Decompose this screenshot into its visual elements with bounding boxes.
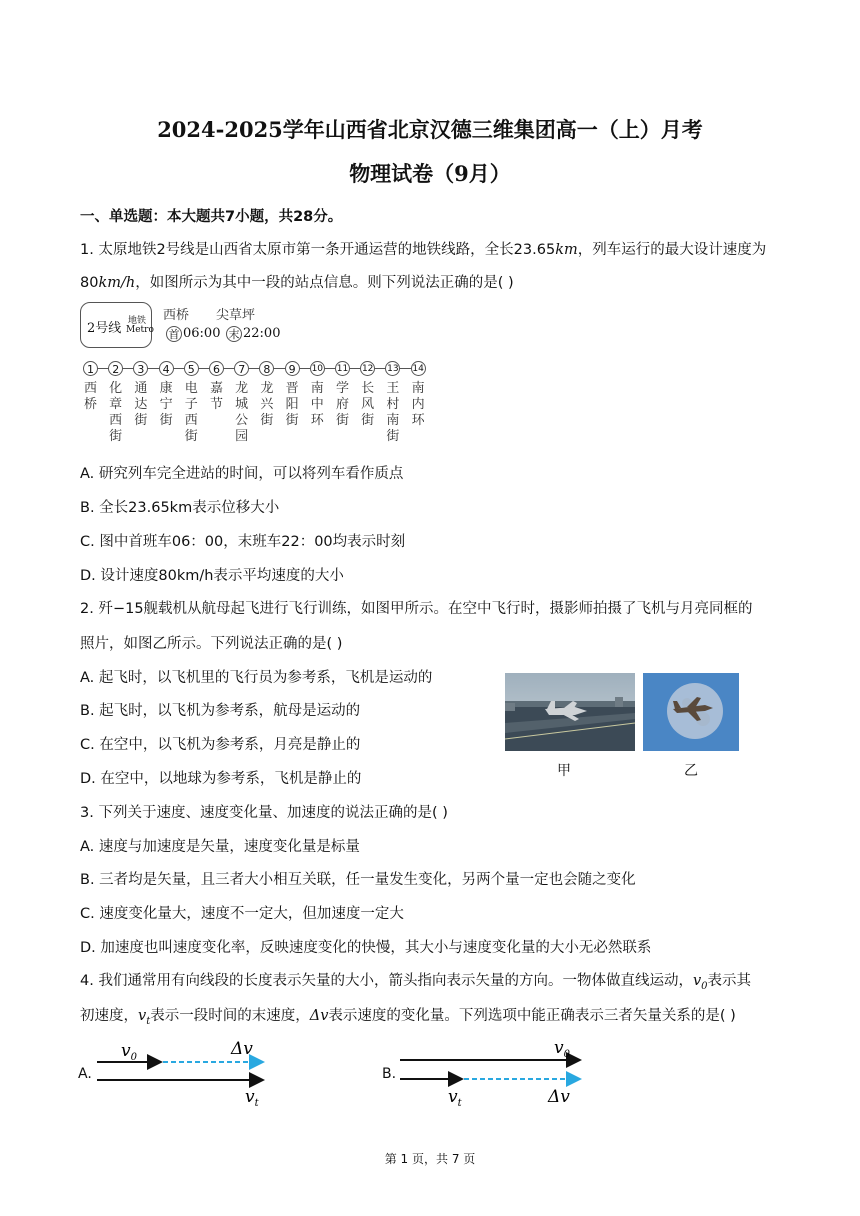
q2-option-b: B. 起飞时，以飞机为参考系，航母是运动的 — [80, 703, 361, 719]
q1-stem-line2: 80km/h，如图所示为其中一段的站点信息。则下列说法正确的是( ) — [80, 275, 514, 291]
svg-text:v0: $v_0$ — [554, 1038, 570, 1060]
q2-stem-line2: 照片，如图乙所示。下列说法正确的是( ) — [80, 636, 343, 652]
metro-line-badge — [80, 302, 152, 348]
q4-option-b-diagram — [398, 1038, 588, 1108]
station-number: 10 — [310, 361, 325, 376]
q4-stem-line2: 初速度，$v_t$表示一段时间的末速度，Δv表示速度的变化量。下列选项中能正确表示三者矢量关系的是( ) — [80, 1008, 736, 1027]
last-train-icon: 末 — [226, 326, 242, 342]
q4-option-a-label: A. — [78, 1066, 92, 1082]
page-title: 2024-2025学年山西省北京汉德三维集团高一（上）月考 — [157, 117, 703, 142]
station-number: 14 — [411, 361, 426, 376]
q3-option-c: C. 速度变化量大，速度不一定大，但加速度一定大 — [80, 906, 404, 922]
station-name: 长风街 — [361, 381, 375, 428]
section-header: 一、单选题：本大题共7小题，共28分。 — [80, 209, 343, 225]
first-train-icon: 首 — [166, 326, 182, 342]
station-name: 学府街 — [335, 381, 349, 428]
q2-stem-line1: 2. 歼−15舰载机从航母起飞进行飞行训练，如图甲所示。在空中飞行时，摄影师拍摄了飞机与月亮同框的 — [80, 601, 753, 617]
q4-stem-line1: 4. 我们通常用有向线段的长度表示矢量的大小，箭头指向表示矢量的方向。一物体做直线运动，$v_0$表示其 — [80, 973, 752, 992]
station-name: 晋阳街 — [285, 381, 299, 428]
svg-text:Δv: Δv — [548, 1087, 570, 1107]
station-number: 8 — [259, 361, 274, 376]
station-number: 7 — [234, 361, 249, 376]
station-number: 6 — [209, 361, 224, 376]
q2-option-d: D. 在空中，以地球为参考系，飞机是静止的 — [80, 771, 362, 787]
page-footer: 第 1 页，共 7 页 — [384, 1152, 476, 1166]
station-name: 南中环 — [310, 381, 324, 428]
terminal-end: 尖草坪 — [216, 308, 256, 323]
first-train-time: 06:00 — [183, 326, 221, 341]
svg-text:Δv: Δv — [231, 1039, 253, 1059]
station-name: 通达街 — [134, 381, 148, 428]
svg-text:vt: $v_t$ — [448, 1087, 462, 1108]
station-number: 5 — [184, 361, 199, 376]
station-number: 13 — [385, 361, 400, 376]
figure-caption-jia: 甲 — [557, 763, 571, 779]
q2-option-c: C. 在空中，以飞机为参考系，月亮是静止的 — [80, 737, 361, 753]
station-name: 化章西街 — [109, 381, 123, 444]
q2-option-a: A. 起飞时，以飞机里的飞行员为参考系，飞机是运动的 — [80, 670, 433, 686]
q3-option-d: D. 加速度也叫速度变化率，反映速度变化的快慢，其大小与速度变化量的大小无必然联系 — [80, 940, 652, 956]
figure-caption-yi: 乙 — [684, 763, 698, 779]
page-subtitle: 物理试卷（9月） — [349, 161, 511, 186]
q1-option-a: A. 研究列车完全进站的时间，可以将列车看作质点 — [80, 466, 404, 482]
station-number: 4 — [159, 361, 174, 376]
svg-text:v0: $v_0$ — [121, 1041, 137, 1063]
q3-option-a: A. 速度与加速度是矢量，速度变化量是标量 — [80, 839, 360, 855]
station-name: 龙城公园 — [235, 381, 249, 444]
station-name: 西桥 — [83, 381, 97, 412]
q1-option-c: C. 图中首班车06：00，末班车22：00均表示时刻 — [80, 534, 406, 550]
q4-option-b-label: B. — [382, 1066, 397, 1082]
station-name: 嘉节 — [209, 381, 223, 412]
station-name: 南内环 — [411, 381, 425, 428]
q3-option-b: B. 三者均是矢量，且三者大小相互关联，任一量发生变化，另两个量一定也会随之变化 — [80, 872, 636, 888]
carrier-takeoff-photo — [505, 673, 635, 751]
station-number: 9 — [285, 361, 300, 376]
station-name: 康宁街 — [159, 381, 173, 428]
q4-option-a-diagram — [95, 1038, 270, 1108]
station-number: 1 — [83, 361, 98, 376]
station-number: 11 — [335, 361, 350, 376]
q1-option-b: B. 全长23.65km表示位移大小 — [80, 500, 280, 516]
station-number: 12 — [360, 361, 375, 376]
metro-en: Metro — [126, 325, 154, 335]
q3-stem: 3. 下列关于速度、速度变化量、加速度的说法正确的是( ) — [80, 805, 448, 821]
station-number: 3 — [133, 361, 148, 376]
terminal-start: 西桥 — [163, 308, 190, 323]
line-label: 2号线 — [87, 321, 122, 336]
svg-text:vt: $v_t$ — [245, 1087, 259, 1108]
station-number: 2 — [108, 361, 123, 376]
station-name: 电子西街 — [184, 381, 198, 444]
jet-and-moon-photo — [643, 673, 739, 751]
station-name: 龙兴街 — [260, 381, 274, 428]
last-train-time: 22:00 — [243, 326, 281, 341]
q1-option-d: D. 设计速度80km/h表示平均速度的大小 — [80, 568, 344, 584]
metro-cn: 地铁 — [128, 316, 147, 326]
q1-stem-line1: 1. 太原地铁2号线是山西省太原市第一条开通运营的地铁线路，全长23.65km，列车运行的最大设计速度为 — [80, 242, 767, 258]
station-name: 王村南街 — [386, 381, 400, 444]
